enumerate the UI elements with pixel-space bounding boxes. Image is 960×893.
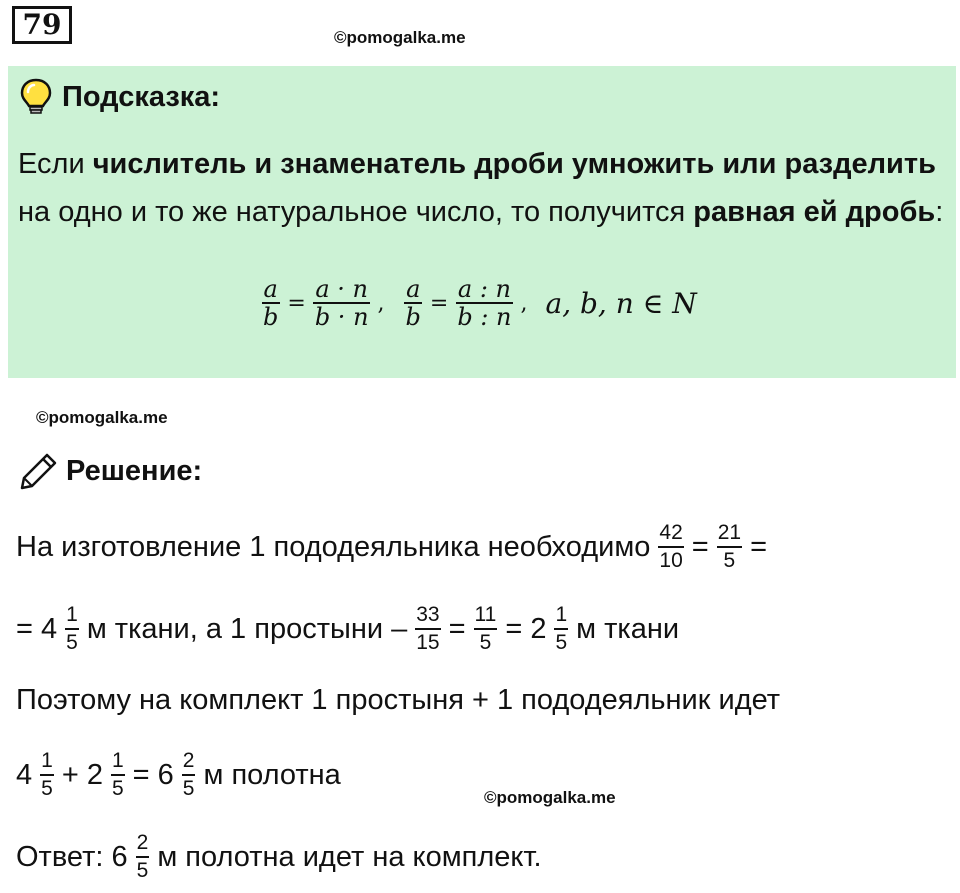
watermark-top: ©pomogalka.me — [334, 28, 466, 47]
line-text: м ткани — [576, 612, 680, 645]
line-text: = 6 — [132, 758, 174, 791]
fraction-numerator: a : n — [457, 275, 511, 303]
fraction — [182, 748, 196, 802]
fraction-numerator: 1 — [111, 748, 125, 776]
comma: , — [520, 290, 528, 316]
fraction-denominator: b : n — [457, 303, 512, 331]
fraction-denominator: b — [405, 303, 421, 331]
fraction — [658, 520, 683, 574]
hint-p2: на одно и то же натуральное число, то получится — [18, 196, 694, 228]
fraction-denominator: 5 — [66, 631, 78, 654]
fraction-denominator: 5 — [41, 777, 53, 800]
fraction — [717, 520, 742, 574]
fraction-denominator: 5 — [136, 859, 149, 882]
fraction-denominator: 5 — [555, 631, 568, 654]
fraction-numerator: 1 — [65, 602, 79, 630]
fraction-numerator: 21 — [717, 520, 742, 548]
solution-line-4 — [16, 748, 345, 802]
line-text: м полотна идет на комплект. — [157, 840, 542, 873]
formula-condition: a, b, n ∈ N — [545, 286, 697, 320]
fraction-numerator: 11 — [474, 602, 498, 630]
fraction-denominator: b — [263, 303, 279, 331]
fraction-denominator: 5 — [723, 549, 736, 572]
line-text: 4 — [16, 758, 33, 791]
fraction — [554, 602, 568, 656]
task-number: 79 — [12, 6, 72, 44]
line-text: + 2 — [61, 758, 103, 791]
fraction-numerator: 1 — [40, 748, 54, 776]
line-text: = 4 — [16, 612, 58, 645]
fraction — [136, 830, 150, 884]
fraction-numerator: 2 — [182, 748, 196, 776]
solution-line-2 — [16, 602, 683, 656]
fraction — [474, 602, 498, 656]
formula-fraction-4 — [455, 276, 513, 330]
fraction-denominator: 10 — [659, 549, 683, 572]
fraction-numerator: a · n — [315, 275, 368, 303]
fraction-denominator: 5 — [182, 777, 195, 800]
comma: , — [377, 290, 385, 316]
equals-sign: = — [750, 530, 767, 563]
lightbulb-icon — [20, 78, 52, 116]
fraction-numerator: a — [263, 275, 278, 303]
formula-fraction-3 — [404, 276, 423, 330]
watermark-middle: ©pomogalka.me — [36, 408, 168, 427]
pencil-icon — [20, 452, 58, 490]
line-text: м ткани, а 1 простыни – — [86, 612, 408, 645]
watermark-bottom: ©pomogalka.me — [484, 788, 616, 807]
fraction-numerator: 33 — [415, 602, 440, 630]
fraction-numerator: 42 — [658, 520, 683, 548]
hint-title — [20, 78, 220, 116]
hint-p1: Если — [18, 148, 93, 180]
hint-formula — [258, 270, 697, 336]
line-text: Ответ: 6 — [16, 840, 128, 873]
equals-sign: = — [691, 530, 709, 563]
equals-sign: = — [429, 290, 449, 316]
formula-fraction-1 — [261, 276, 280, 330]
solution-line-3 — [16, 684, 780, 717]
fraction-numerator: 1 — [554, 602, 568, 630]
hint-bold-1: числитель и знаменатель дроби умножить или разделить — [92, 148, 936, 180]
line-text: м полотна — [203, 758, 341, 791]
equals-sign: = — [287, 290, 306, 316]
solution-line-1 — [16, 520, 771, 574]
equals-sign: = — [448, 612, 466, 645]
formula-fraction-2 — [313, 276, 371, 330]
fraction-denominator: 5 — [479, 631, 492, 654]
fraction-numerator: 2 — [136, 830, 150, 858]
fraction-numerator: a — [406, 275, 421, 303]
answer-line — [16, 830, 546, 884]
fraction — [415, 602, 440, 656]
fraction-denominator: b · n — [314, 303, 369, 331]
line-text: Поэтому на комплект 1 простыня + 1 пододеяльник идет — [16, 684, 781, 716]
hint-title-text: Подсказка: — [62, 80, 221, 113]
solution-title — [20, 452, 202, 490]
hint-p3: : — [935, 196, 944, 228]
hint-bold-2: равная ей дробь — [693, 196, 936, 228]
fraction-denominator: 5 — [111, 777, 124, 800]
fraction — [40, 748, 54, 802]
fraction — [111, 748, 125, 802]
line-text: = 2 — [505, 612, 547, 645]
fraction — [65, 602, 79, 656]
line-text: На изготовление 1 пододеяльника необходимо — [16, 530, 651, 563]
solution-title-text: Решение: — [66, 454, 203, 487]
fraction-denominator: 15 — [416, 631, 440, 654]
hint-text — [18, 140, 948, 236]
